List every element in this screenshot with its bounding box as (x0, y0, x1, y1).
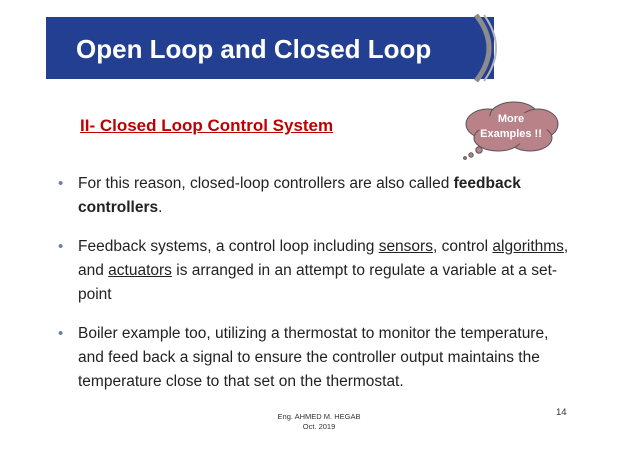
bullet-emphasis: feedback controllers (78, 175, 521, 216)
bullet-list (58, 172, 578, 394)
title-banner-curve (472, 14, 506, 82)
callout-line-2: Examples !! (480, 128, 542, 140)
link-actuators[interactable]: actuators (108, 262, 172, 279)
bullet-symbol: • (58, 325, 64, 342)
callout-text (474, 112, 548, 142)
bullet-text: is arranged in an attempt to regulate a variable at a set-point (78, 262, 558, 303)
bullet-item (58, 235, 578, 307)
section-subtitle: II- Closed Loop Control System (80, 116, 334, 135)
bullet-item (58, 172, 578, 220)
footer-author: Eng. AHMED M. HEGAB (277, 412, 361, 421)
bullet-text: , and (78, 238, 569, 279)
callout-line-1: More (497, 113, 525, 125)
bullet-symbol: • (58, 175, 64, 192)
page-number: 14 (556, 407, 567, 418)
slide-title: Open Loop and Closed Loop (76, 34, 432, 64)
footer-date: Oct. 2019 (302, 422, 336, 431)
link-algorithms[interactable]: algorithms (492, 238, 564, 255)
bullet-text: Boiler example too, utilizing a thermostat to monitor the temperature, and feed back a signal to ensure the controller output maintains the temperature close to that set on the thermostat. (78, 325, 549, 390)
bullet-item (58, 322, 578, 394)
link-sensors[interactable]: sensors (378, 238, 433, 255)
bullet-text: . (158, 199, 163, 216)
bullet-text: For this reason, closed-loop controllers are also called (78, 175, 454, 192)
bullet-text: , control (432, 238, 493, 255)
bullet-symbol: • (58, 238, 64, 255)
bullet-text: Feedback systems, a control loop including (78, 238, 379, 255)
